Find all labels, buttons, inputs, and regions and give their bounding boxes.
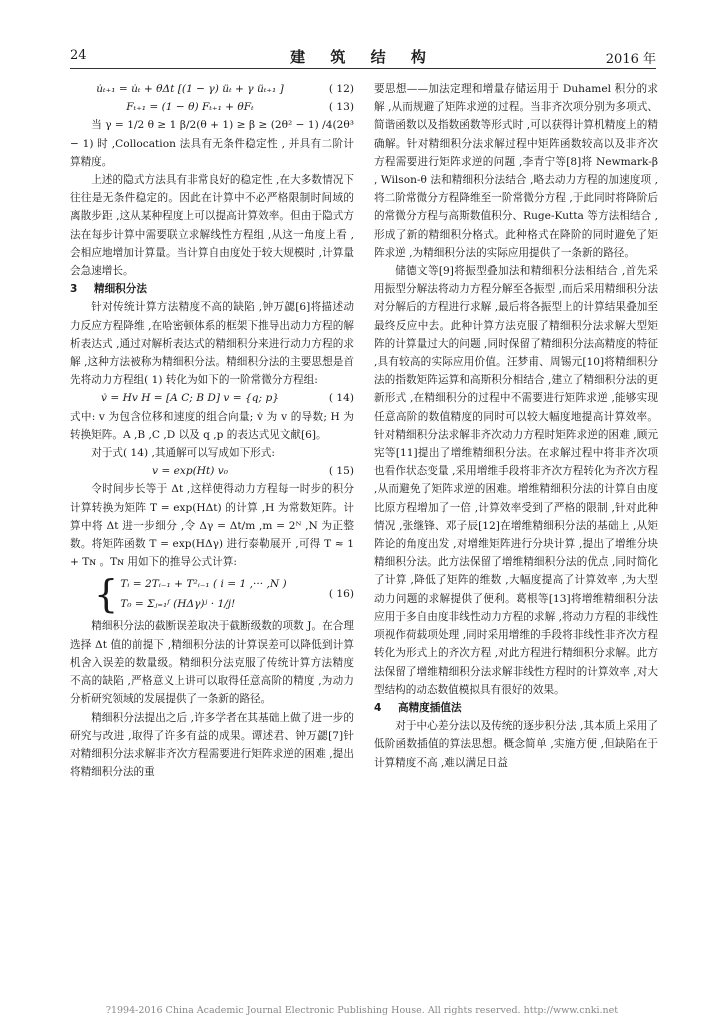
paragraph: 式中: v 为包含位移和速度的组合向量; v̇ 为 v 的导数; H 为转换矩阵。A ,B ,C ,D 以及 q ,p 的表达式见文献[6]。 xyxy=(70,410,354,441)
equation-16-rows xyxy=(120,574,310,614)
equation-12-expression: u̇ₜ₊₁ = u̇ₜ + θΔt [(1 − γ) üₜ + γ üₜ₊₁ ] xyxy=(96,83,284,95)
equation-16-number: ( 16) xyxy=(328,588,354,601)
journal-title: 建 筑 结 构 xyxy=(290,48,436,66)
equation-13-number: ( 13) xyxy=(328,101,354,114)
section-title: 高精度插值法 xyxy=(398,701,462,714)
paragraph: 精细积分法提出之后 ,许多学者在其基础上做了进一步的研究与改进 ,取得了许多有益的成果。谭述君、钟万勰[7]针对精细积分法求解非齐次方程需要进行矩阵求逆的困难 ,提出将精细积分法的重 xyxy=(70,711,354,779)
left-brace: { xyxy=(94,572,119,617)
section-heading-3 xyxy=(70,280,354,298)
paragraph: 对于中心差分法以及传统的逐步积分法 ,其本质上采用了低阶函数插值的算法思想。概念简单 ,实施方便 ,但缺陷在于计算精度不高 ,难以满足日益 xyxy=(374,720,658,769)
paragraph: 当 γ = 1/2 θ ≥ 1 β/2(θ + 1) ≥ β ≥ (2θ² − 1) /4(2θ³ − 1) 时 ,Collocation 法具有无条件稳定性 , 并具有二阶计算精度。 xyxy=(70,119,354,168)
equation-14-number: ( 14) xyxy=(328,392,354,405)
equation-15-number: ( 15) xyxy=(328,465,354,478)
equation-16-row-2: T₀ = Σⱼ₌₁ᶠ (HΔγ)ʲ · 1/j! xyxy=(120,598,236,611)
equation-16-row-1: Tᵢ = 2Tᵢ₋₁ + T²ᵢ₋₁ ( i = 1 ,··· ,N ) xyxy=(120,578,287,591)
section-number: 4 xyxy=(374,701,382,714)
copyright-footer: ?1994-2016 China Academic Journal Electronic Publishing House. All rights reserved. http://www.cnki.net xyxy=(105,1005,619,1016)
paragraph: 针对传统计算方法精度不高的缺陷 ,钟万勰[6]将描述动力反应方程降维 ,在哈密顿体系的框架下推导出动力方程的解析表达式 ,通过对解析表达式的精细积分来进行动力方程的求解 ,这种方法被称为精细积分法。精细积分法的主要思想是首先将动力方程组( 1) 转化为如下的一阶常微分方程组: xyxy=(70,301,354,387)
equation-14-expression: v̇ = Hv H = [A C; B D] v = {q; p} xyxy=(101,392,279,405)
running-header xyxy=(70,44,656,66)
equation-14 xyxy=(70,389,354,407)
paragraph: 上述的隐式方法具有非常良好的稳定性 ,在大多数情况下往往是无条件稳定的。因此在计算中不必严格限制时间域的离散步距 ,这从某种程度上可以提高计算效率。但由于隐式方法在每步计算中需要联立求解线性方程组 ,从这一角度上看 ,会相应地增加计算量。当计算自由度处于较大规模时 ,计算量会急速增长。 xyxy=(70,174,354,278)
paragraph: 要思想——加法定理和增量存储运用于 Duhamel 积分的求解 ,从而规避了矩阵求逆的过程。当非齐次项分别为多项式、简谐函数以及指数函数等形式时 ,可以获得计算机精度上的精确解。针对精细积分法求解过程中矩阵函数较高以及非齐次方程需要进行矩阵求逆的问题 ,李青宁等[8]将 Newmark-β , Wilson-θ 法和精细积分法结合 ,略去动力方程的加速度项 ,将二阶常微分方程降维至一阶常微分方程 ,于此同时将降阶后的常微分方程与高斯数值积分、Ruge-Kutta 等方法相结合 ,形成了新的精细积分格式。此种格式在降阶的同时避免了矩阵求逆 ,为精细积分法的实际应用提供了一条新的路径。 xyxy=(374,83,658,259)
header-rule xyxy=(70,68,656,69)
equation-15-expression: v = exp(Ht) v₀ xyxy=(152,465,228,478)
paragraph: 精细积分法的截断误差取决于截断级数的项数 J。在合理选择 Δt 值的前提下 ,精细积分法的计算误差可以降低到计算机舍入误差的数量级。精细积分法克服了传统计算方法精度不高的缺陷 ,严格意义上讲可以取得任意高阶的精度 ,为动力分析研究领域的发展提供了一条新的路径。 xyxy=(70,620,354,706)
issue-year: 2016 年 xyxy=(605,52,656,67)
right-column xyxy=(374,80,658,772)
equation-12-number: ( 12) xyxy=(328,83,354,95)
page-number: 24 xyxy=(70,48,87,63)
paragraph: 对于式( 14) ,其通解可以写成如下形式: xyxy=(91,447,275,460)
section-title: 精细积分法 xyxy=(94,283,147,296)
equation-15 xyxy=(70,462,354,480)
left-column xyxy=(70,80,354,781)
section-heading-4 xyxy=(374,699,658,717)
section-number: 3 xyxy=(70,283,78,296)
equation-12 xyxy=(70,80,354,98)
equation-13-expression: Fₜ₊₁ = (1 − θ) Fₜ₊₁ + θFₜ xyxy=(126,101,254,114)
equation-13 xyxy=(70,98,354,116)
paragraph: 令时间步长等于 Δt ,这样使得动力方程每一时步的积分计算转换为矩阵 T = exp(HΔt) 的计算 ,H 为常数矩阵。计算中将 Δt 进一步细分 ,令 Δγ = Δt/m ,m = 2ᴺ ,N 为正整数。将矩阵函数 T = exp(HΔγ) 进行泰勒展开 ,可得 T ≈ 1 + Tɴ 。Tɴ 用如下的推导公式计算: xyxy=(70,483,354,569)
equation-16 xyxy=(70,572,354,617)
paragraph: 储德文等[9]将振型叠加法和精细积分法相结合 ,首先采用振型分解法将动力方程分解至各振型 ,而后采用精细积分法对分解后的方程进行求解 ,最后将各振型上的计算结果叠加至最终反应中去。此种计算方法克服了精细积分法求解大型矩阵的计算量过大的问题 ,同时保留了精细积分法高精度的特征 ,具有较高的实际应用价值。汪梦甫、周锡元[10]将精细积分法的指数矩阵运算和高斯积分相结合 ,建立了精细积分法的更新形式 ,在精细积分的过程中不需要进行矩阵求逆 ,能够实现任意高阶的数值精度的同时可以较大幅度地提高计算效率。针对精细积分法求解非齐次动力方程时矩阵求逆的困难 ,顾元宪等[11]提出了增维精细积分法。在求解过程中将非齐次项也看作状态变量 ,采用增维手段将非齐次方程转化为齐次方程 ,从而避免了矩阵求逆的困难。增维精细积分法的计算自由度比原方程增加了一倍 ,计算效率受到了严格的限制 ,针对此种情况 ,张继锋、邓子辰[12]在增维精细积分法的基础上 ,从矩阵论的角度出发 ,对增维矩阵进行分块计算 ,提出了增维分块精细积分法。此方法保留了增维精细积分法的优点 ,同时简化了计算 ,降低了矩阵的维数 ,大幅度提高了计算效率 ,为大型动力问题的求解提供了便利。葛根等[13]将增维精细积分法应用于多自由度非线性动力方程的求解 ,将动力方程的非线性项视作荷载项处理 ,同时采用增维的手段将非线性非齐次方程转化为形式上的齐次方程 ,对此方程进行精细积分求解。此方法保留了增维精细积分法求解非线性方程时的计算效率 ,对大型结构的动态数值模拟具有很好的效果。 xyxy=(374,265,658,696)
